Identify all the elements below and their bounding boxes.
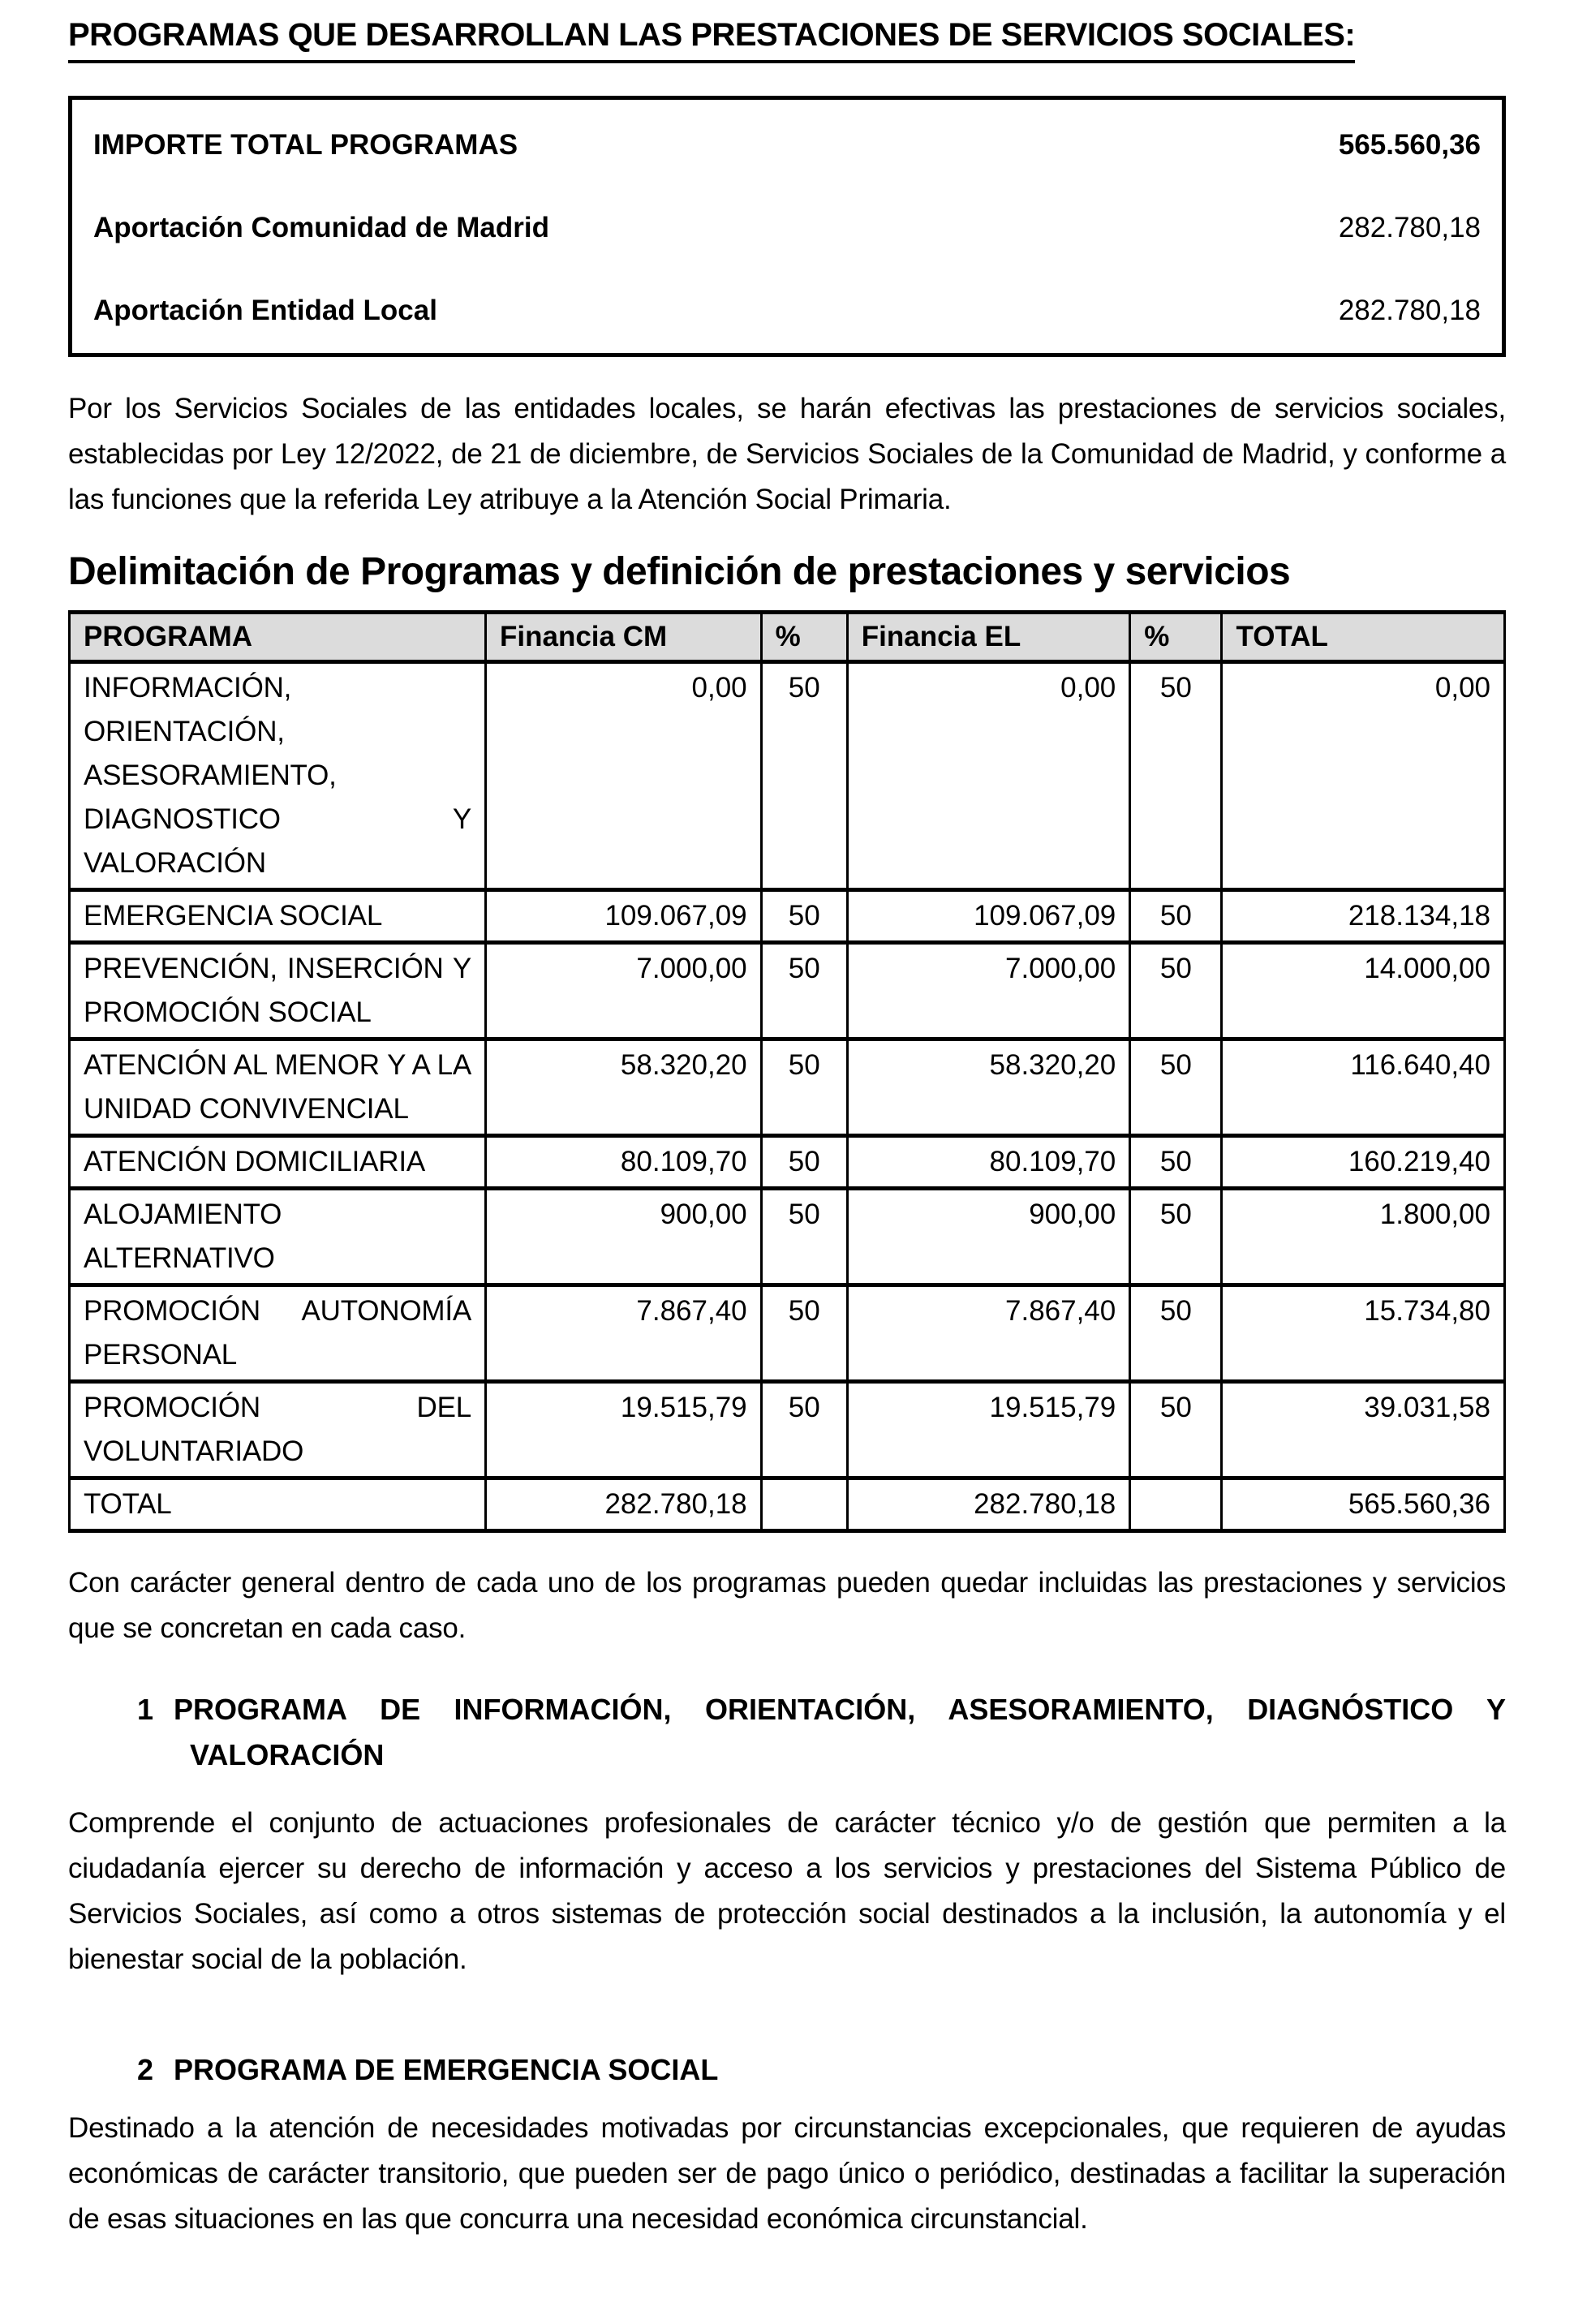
programa-1-paragraph: Comprende el conjunto de actuaciones profesionales de carácter técnico y/o de gestión que permiten a la ciudadanía ejercer su derecho de información y acceso a los servicios y prestaciones del Sistema Público de Servicios Sociales, así como a otros sistemas de protección social destinados a la inclusión, la autonomía y el bienestar social de la población. [68, 1807, 1506, 1975]
table-header-row [70, 613, 1505, 662]
cell-pct-cm [761, 1478, 847, 1531]
cell-financia-cm: 58.320,20 [486, 1039, 762, 1136]
table-row-total [70, 1478, 1505, 1531]
header-programa: PROGRAMA [70, 613, 486, 662]
summary-label: Aportación Comunidad de Madrid [93, 212, 549, 243]
cell-programa: EMERGENCIA SOCIAL [70, 890, 486, 943]
cell-programa: PROMOCIÓN DEL VOLUNTARIADO [70, 1382, 486, 1478]
cell-financia-el: 282.780,18 [847, 1478, 1129, 1531]
heading-number: 1 [137, 1693, 154, 1726]
table-row [70, 1189, 1505, 1285]
summary-value: 282.780,18 [1338, 295, 1481, 326]
summary-row-comunidad [93, 210, 1481, 246]
cell-pct-el: 50 [1130, 1039, 1222, 1136]
heading-programa-1 [68, 1687, 1506, 1778]
intro-paragraph: Por los Servicios Sociales de las entidades locales, se harán efectivas las prestaciones de servicios sociales, establecidas por Ley 12/2022, de 21 de diciembre, de Servicios Sociales de la Comunidad de Madrid, y conforme a las funciones que la referida Ley atribuye a la Atención Social Primaria. [68, 393, 1506, 515]
document-title: PROGRAMAS QUE DESARROLLAN LAS PRESTACIONES DE SERVICIOS SOCIALES: [68, 16, 1355, 63]
heading-text: PROGRAMA DE EMERGENCIA SOCIAL [174, 2053, 719, 2086]
cell-programa: PROMOCIÓN AUTONOMÍA PERSONAL [70, 1285, 486, 1382]
heading-number: 2 [137, 2053, 154, 2086]
cell-financia-el: 80.109,70 [847, 1136, 1129, 1189]
cell-pct-el [1130, 1478, 1222, 1531]
cell-financia-cm: 19.515,79 [486, 1382, 762, 1478]
cell-financia-el: 7.000,00 [847, 943, 1129, 1039]
table-row [70, 1039, 1505, 1136]
cell-pct-el: 50 [1130, 1285, 1222, 1382]
cell-pct-cm: 50 [761, 1382, 847, 1478]
table-row [70, 1382, 1505, 1478]
table-row [70, 662, 1505, 890]
cell-financia-cm: 0,00 [486, 662, 762, 890]
heading-text: PROGRAMA DE INFORMACIÓN, ORIENTACIÓN, ASESORAMIENTO, DIAGNÓSTICO Y VALORACIÓN [174, 1693, 1506, 1771]
cell-pct-cm: 50 [761, 1039, 847, 1136]
cell-financia-el: 58.320,20 [847, 1039, 1129, 1136]
cell-programa: PREVENCIÓN, INSERCIÓN Y PROMOCIÓN SOCIAL [70, 943, 486, 1039]
table-row [70, 943, 1505, 1039]
summary-label: Aportación Entidad Local [93, 295, 437, 326]
cell-pct-cm: 50 [761, 890, 847, 943]
cell-pct-el: 50 [1130, 943, 1222, 1039]
cell-financia-cm: 7.000,00 [486, 943, 762, 1039]
header-total: TOTAL [1222, 613, 1505, 662]
cell-financia-cm: 109.067,09 [486, 890, 762, 943]
cell-pct-cm: 50 [761, 1136, 847, 1189]
cell-financia-el: 109.067,09 [847, 890, 1129, 943]
cell-financia-cm: 7.867,40 [486, 1285, 762, 1382]
cell-financia-el: 19.515,79 [847, 1382, 1129, 1478]
cell-pct-el: 50 [1130, 1136, 1222, 1189]
cell-financia-el: 0,00 [847, 662, 1129, 890]
totals-summary-box [68, 96, 1506, 357]
cell-programa: ATENCIÓN AL MENOR Y A LA UNIDAD CONVIVENCIAL [70, 1039, 486, 1136]
cell-total: 160.219,40 [1222, 1136, 1505, 1189]
cell-pct-el: 50 [1130, 1189, 1222, 1285]
cell-programa: TOTAL [70, 1478, 486, 1531]
cell-financia-cm: 900,00 [486, 1189, 762, 1285]
section-heading-delimitacion: Delimitación de Programas y definición de prestaciones y servicios [68, 550, 1291, 593]
general-note-paragraph: Con carácter general dentro de cada uno de los programas pueden quedar incluidas las prestaciones y servicios que se concretan en cada caso. [68, 1567, 1506, 1644]
cell-programa: INFORMACIÓN, ORIENTACIÓN, ASESORAMIENTO, DIAGNOSTICO Y VALORACIÓN [70, 662, 486, 890]
cell-total: 565.560,36 [1222, 1478, 1505, 1531]
programa-2-paragraph: Destinado a la atención de necesidades motivadas por circunstancias excepcionales, que requieren de ayudas económicas de carácter transitorio, que pueden ser de pago único o periódico, destinadas a facilitar la superación de esas situaciones en las que concurra una necesidad económica circunstancial. [68, 2112, 1506, 2235]
cell-total: 14.000,00 [1222, 943, 1505, 1039]
cell-pct-el: 50 [1130, 662, 1222, 890]
cell-pct-el: 50 [1130, 1382, 1222, 1478]
summary-value: 282.780,18 [1338, 212, 1481, 243]
table-row [70, 1136, 1505, 1189]
cell-financia-el: 7.867,40 [847, 1285, 1129, 1382]
cell-total: 15.734,80 [1222, 1285, 1505, 1382]
summary-row-total [93, 127, 1481, 163]
cell-programa: ATENCIÓN DOMICILIARIA [70, 1136, 486, 1189]
table-row [70, 1285, 1505, 1382]
cell-pct-cm: 50 [761, 943, 847, 1039]
header-pct-el: % [1130, 613, 1222, 662]
cell-financia-el: 900,00 [847, 1189, 1129, 1285]
cell-pct-el: 50 [1130, 890, 1222, 943]
header-financia-cm: Financia CM [486, 613, 762, 662]
cell-total: 0,00 [1222, 662, 1505, 890]
summary-label: IMPORTE TOTAL PROGRAMAS [93, 129, 518, 161]
summary-row-entidad [93, 293, 1481, 329]
table-row [70, 890, 1505, 943]
cell-financia-cm: 80.109,70 [486, 1136, 762, 1189]
cell-pct-cm: 50 [761, 1189, 847, 1285]
document-title-wrap [68, 16, 1506, 63]
cell-pct-cm: 50 [761, 662, 847, 890]
cell-total: 39.031,58 [1222, 1382, 1505, 1478]
cell-total: 1.800,00 [1222, 1189, 1505, 1285]
cell-total: 218.134,18 [1222, 890, 1505, 943]
header-pct-cm: % [761, 613, 847, 662]
summary-value: 565.560,36 [1338, 129, 1481, 161]
heading-programa-2 [68, 2047, 1506, 2093]
cell-total: 116.640,40 [1222, 1039, 1505, 1136]
programs-financing-table [68, 610, 1506, 1533]
cell-pct-cm: 50 [761, 1285, 847, 1382]
cell-programa: ALOJAMIENTO ALTERNATIVO [70, 1189, 486, 1285]
header-financia-el: Financia EL [847, 613, 1129, 662]
cell-financia-cm: 282.780,18 [486, 1478, 762, 1531]
